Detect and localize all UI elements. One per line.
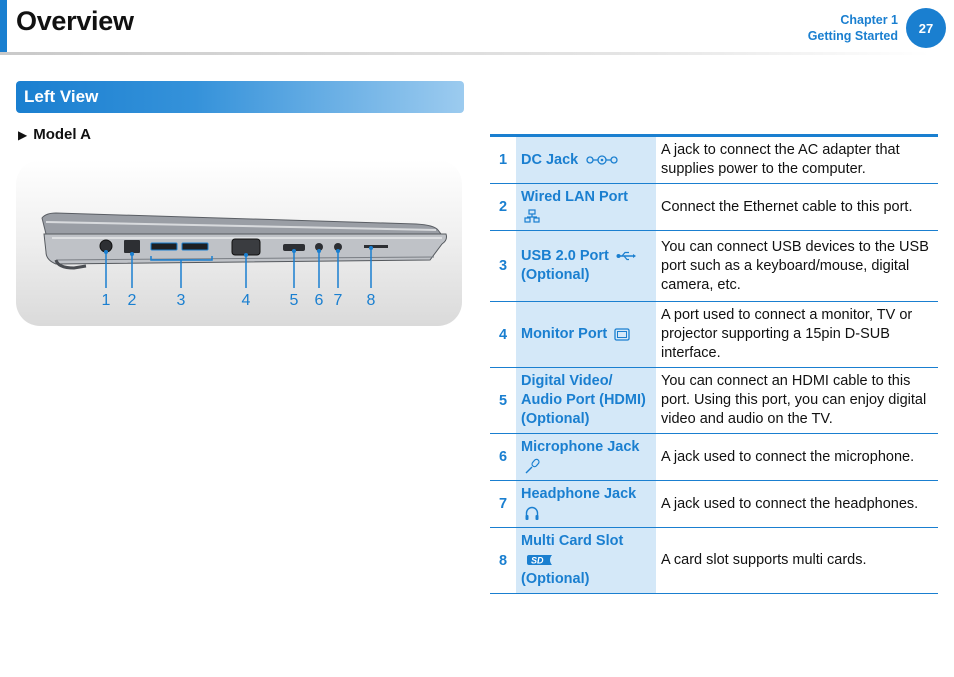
port-name-cell: [516, 481, 656, 528]
model-label: Model A: [33, 126, 92, 143]
port-name: DC Jack: [521, 151, 579, 168]
monitor-port-icon: [614, 328, 630, 341]
table-row: [490, 184, 938, 231]
port-description: Connect the Ethernet cable to this port.: [661, 198, 913, 215]
port-name: Microphone Jack: [521, 439, 640, 455]
table-row: [490, 481, 938, 528]
callout-number: 6: [314, 292, 324, 309]
table-row: [490, 136, 938, 184]
port-name: Digital Video/ Audio Port (HDMI): [521, 373, 646, 408]
port-name: Monitor Port: [521, 326, 608, 342]
port-description: A jack used to connect the microphone.: [661, 448, 915, 465]
headphone-icon: [524, 505, 540, 521]
port-name-cell: [516, 184, 656, 231]
section-title: Left View: [24, 87, 99, 106]
section-header-bar: [16, 81, 464, 113]
port-description: A port used to connect a monitor, TV or projector supporting a 15pin D-SUB interface.: [661, 307, 913, 361]
port-name: USB 2.0 Port: [521, 248, 609, 264]
port-name-cell: [516, 136, 656, 184]
sd-card-icon: [524, 554, 554, 566]
model-heading: [18, 126, 91, 143]
port-name-cell: [516, 434, 656, 481]
port-name-cell: [516, 368, 656, 434]
table-row: [490, 528, 938, 594]
port-name: Wired LAN Port: [521, 189, 629, 205]
port-description: You can connect USB devices to the USB port such as a keyboard/mouse, digital camera, etc.: [661, 238, 929, 293]
dc-jack-icon: [585, 155, 619, 165]
port-optional-label: (Optional): [521, 411, 590, 427]
callout-number: 5: [289, 292, 299, 309]
port-number: 8: [498, 552, 508, 569]
port-description: A jack to connect the AC adapter that supplies power to the computer.: [661, 142, 900, 177]
port-number: 5: [498, 392, 508, 409]
chapter-info: [808, 12, 898, 44]
table-row: [490, 231, 938, 302]
callout-number: 4: [241, 292, 251, 309]
port-number: 7: [498, 496, 508, 512]
callout-number: 8: [366, 292, 376, 309]
port-optional-label: (Optional): [521, 267, 590, 283]
usb-icon: [616, 251, 636, 261]
table-row: [490, 434, 938, 481]
port-description: A card slot supports multi cards.: [661, 552, 867, 568]
port-description: You can connect an HDMI cable to this port. Using this port, you can enjoy digital video and audio on the TV.: [661, 373, 927, 427]
header-accent-bar: [0, 0, 7, 52]
port-number: 6: [498, 449, 508, 465]
chapter-label: Chapter 1: [840, 13, 898, 27]
chapter-title: Getting Started: [807, 29, 898, 43]
callout-number: 3: [176, 292, 186, 309]
lan-port-icon: [524, 209, 540, 224]
port-number: 1: [498, 152, 508, 168]
port-name-cell: [516, 231, 656, 302]
port-name-cell: [516, 528, 656, 594]
table-row: [490, 368, 938, 434]
port-name: Headphone Jack: [521, 486, 637, 502]
port-number: 3: [498, 258, 508, 274]
header-divider: [0, 52, 930, 55]
port-optional-label: (Optional): [521, 571, 590, 587]
callout-number: 1: [101, 292, 111, 309]
table-row: [490, 302, 938, 368]
port-number: 2: [498, 199, 508, 215]
microphone-icon: [524, 458, 540, 474]
page-title: Overview: [16, 6, 134, 36]
callout-number: 7: [333, 292, 343, 309]
port-name: Multi Card Slot: [521, 533, 624, 549]
callout-number: 2: [127, 292, 137, 309]
port-name-cell: [516, 302, 656, 368]
svg-text:SD: SD: [531, 555, 544, 566]
page-number-badge: 27: [906, 8, 946, 48]
port-number: 4: [498, 326, 508, 343]
port-description: A jack used to connect the headphones.: [661, 495, 919, 512]
triangle-bullet-icon: ▶: [18, 128, 28, 142]
laptop-left-view-figure: [16, 160, 462, 326]
ports-table: [490, 134, 938, 594]
